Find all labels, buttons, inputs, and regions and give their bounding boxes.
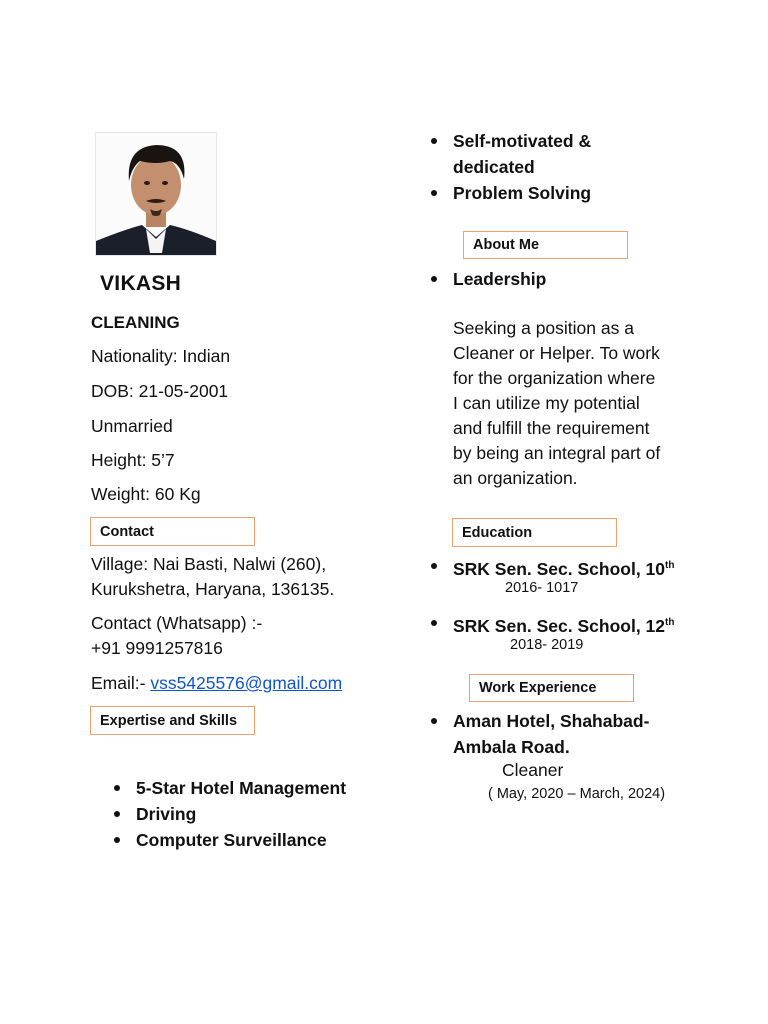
email-label: Email:- bbox=[91, 673, 151, 693]
school-name: SRK Sen. Sec. School, 12 bbox=[453, 615, 666, 636]
skill-item: 5-Star Hotel Management bbox=[136, 775, 346, 801]
address-line-1: Village: Nai Basti, Nalwi (260), bbox=[91, 554, 327, 574]
about-line: an organization. bbox=[453, 468, 578, 488]
leadership-list bbox=[453, 266, 546, 292]
work-heading bbox=[469, 674, 634, 702]
skill-item: Problem Solving bbox=[453, 180, 591, 206]
contact-heading-label: Contact bbox=[100, 523, 154, 540]
education-years: 2016- 1017 bbox=[505, 580, 579, 596]
skills-heading bbox=[90, 706, 255, 735]
work-heading-label: Work Experience bbox=[479, 680, 597, 696]
about-line: by being an integral part of bbox=[453, 443, 661, 463]
work-list bbox=[453, 708, 649, 760]
work-period: ( May, 2020 – March, 2024) bbox=[488, 786, 666, 802]
marital-status: Unmarried bbox=[91, 416, 173, 436]
work-item bbox=[453, 708, 649, 760]
phone-number: +91 9991257816 bbox=[91, 638, 223, 658]
education-list-2 bbox=[453, 610, 674, 639]
address-line-2: Kurukshetra, Haryana, 136135. bbox=[91, 579, 335, 599]
email-link[interactable]: vss5425576@gmail.com bbox=[150, 673, 343, 693]
about-line: for the organization where bbox=[453, 368, 656, 388]
skill-item: Driving bbox=[136, 801, 346, 827]
date-of-birth: DOB: 21-05-2001 bbox=[91, 381, 229, 401]
work-position: Cleaner bbox=[502, 760, 564, 780]
phone-block bbox=[91, 611, 262, 661]
profile-photo bbox=[95, 132, 217, 256]
skill-item-line-1: Self-motivated & bbox=[453, 131, 592, 151]
nationality: Nationality: Indian bbox=[91, 346, 231, 366]
education-years: 2018- 2019 bbox=[510, 637, 584, 653]
contact-heading bbox=[90, 517, 255, 546]
education-heading bbox=[452, 518, 617, 547]
top-skills-list bbox=[453, 128, 591, 206]
skills-heading-label: Expertise and Skills bbox=[100, 712, 238, 729]
job-role: CLEANING bbox=[91, 313, 180, 332]
education-item bbox=[453, 610, 674, 639]
height: Height: 5’7 bbox=[91, 450, 175, 470]
email-block bbox=[91, 671, 342, 696]
about-line: Seeking a position as a bbox=[453, 318, 634, 338]
employer-line-2: Ambala Road. bbox=[453, 737, 570, 757]
grade-suffix: th bbox=[665, 617, 675, 628]
education-item bbox=[453, 553, 674, 582]
about-line: Cleaner or Helper. To work bbox=[453, 343, 660, 363]
skill-item: Leadership bbox=[453, 266, 546, 292]
skill-item-line-2: dedicated bbox=[453, 157, 535, 177]
person-portrait-icon bbox=[96, 133, 216, 255]
about-line: and fulfill the requirement bbox=[453, 418, 650, 438]
education-heading-label: Education bbox=[462, 524, 533, 541]
employer-line-1: Aman Hotel, Shahabad- bbox=[453, 711, 650, 731]
skills-list bbox=[136, 775, 346, 853]
education-list-1 bbox=[453, 553, 674, 582]
about-heading bbox=[463, 231, 628, 259]
about-text bbox=[453, 316, 660, 491]
about-heading-label: About Me bbox=[473, 237, 540, 253]
skill-item: Computer Surveillance bbox=[136, 827, 346, 853]
address bbox=[91, 552, 334, 602]
weight: Weight: 60 Kg bbox=[91, 484, 201, 504]
grade-suffix: th bbox=[665, 560, 675, 571]
about-line: I can utilize my potential bbox=[453, 393, 640, 413]
skill-item bbox=[453, 128, 591, 180]
phone-label: Contact (Whatsapp) :- bbox=[91, 613, 263, 633]
candidate-name: VIKASH bbox=[100, 272, 182, 295]
school-name: SRK Sen. Sec. School, 10 bbox=[453, 558, 666, 579]
